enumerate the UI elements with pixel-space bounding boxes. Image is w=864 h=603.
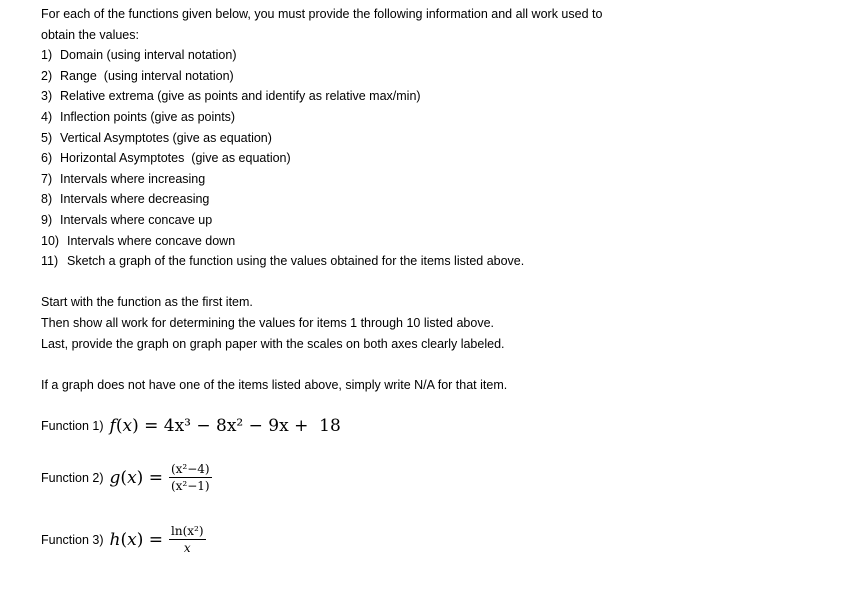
list-number: 3) (41, 89, 53, 104)
list-number: 2) (41, 68, 53, 83)
list-number: 5) (41, 130, 53, 145)
list-number: 4) (41, 109, 53, 124)
function-1-name: f (109, 416, 116, 436)
list-number: 6) (41, 151, 53, 166)
list-text: Intervals where concave down (67, 233, 236, 248)
list-number: 10) (41, 233, 60, 248)
list-number: 8) (41, 192, 53, 207)
function-3-denominator: x (183, 541, 191, 555)
function-2-label: Function 2) (41, 470, 104, 485)
list-number: 11) (41, 254, 59, 269)
list-item (41, 148, 841, 169)
list-text: Relative extrema (give as points and identify as relative max/min) (60, 89, 421, 104)
requirements-list (41, 45, 841, 272)
function-3 (41, 524, 206, 555)
function-1-rhs: = 4x³ − 8x² − 9x + 18 (144, 416, 341, 436)
function-2-var: x (127, 467, 137, 488)
list-item (41, 169, 841, 190)
function-2-fraction (169, 462, 212, 493)
function-1-label: Function 1) (41, 419, 104, 433)
list-number: 1) (41, 48, 53, 63)
function-2-name: g (109, 467, 121, 488)
list-text: Intervals where concave up (60, 212, 213, 227)
function-3-name: h (109, 529, 121, 550)
list-item (41, 210, 841, 231)
list-text: Range (using interval notation) (60, 68, 234, 83)
instruction-line-2: Then show all work for determining the values for items 1 through 10 listed above. (41, 315, 495, 330)
intro-line-2: obtain the values: (41, 27, 139, 42)
function-1 (41, 416, 341, 436)
function-3-fraction (169, 524, 206, 555)
function-3-label: Function 3) (41, 532, 104, 547)
list-item (41, 107, 841, 128)
instruction-line-1: Start with the function as the first item. (41, 295, 253, 310)
function-1-var: x (122, 416, 133, 436)
function-1-expression: f(x) = 4x³ − 8x² − 9x + 18 (109, 416, 341, 436)
list-item (41, 251, 841, 272)
function-3-lhs: h(x) = (109, 529, 163, 550)
list-text: Inflection points (give as points) (60, 109, 236, 124)
list-text: Horizontal Asymptotes (give as equation) (60, 151, 291, 166)
function-3-var: x (127, 529, 137, 550)
na-note: If a graph does not have one of the items listed above, simply write N/A for that item. (41, 377, 508, 392)
list-item (41, 45, 841, 66)
list-text: Vertical Asymptotes (give as equation) (60, 130, 272, 145)
list-item (41, 86, 841, 107)
list-number: 9) (41, 212, 53, 227)
list-text: Sketch a graph of the function using the values obtained for the items listed above. (67, 254, 525, 269)
function-2-lhs: g(x) = (109, 467, 163, 488)
list-number: 7) (41, 171, 53, 186)
list-item (41, 128, 841, 149)
list-item (41, 189, 841, 210)
function-3-numerator: ln(x²) (171, 524, 204, 538)
list-text: Domain (using interval notation) (60, 48, 237, 63)
instruction-line-3: Last, provide the graph on graph paper with the scales on both axes clearly labeled. (41, 336, 505, 351)
list-text: Intervals where increasing (60, 171, 206, 186)
function-2-denominator: (x²−1) (170, 479, 210, 493)
list-item (41, 66, 841, 87)
function-2 (41, 462, 212, 493)
function-2-numerator: (x²−4) (170, 462, 210, 476)
document-body (41, 4, 841, 395)
intro-line-1: For each of the functions given below, you must provide the following information and all work used to (41, 7, 603, 21)
list-item (41, 231, 841, 252)
list-text: Intervals where decreasing (60, 192, 210, 207)
